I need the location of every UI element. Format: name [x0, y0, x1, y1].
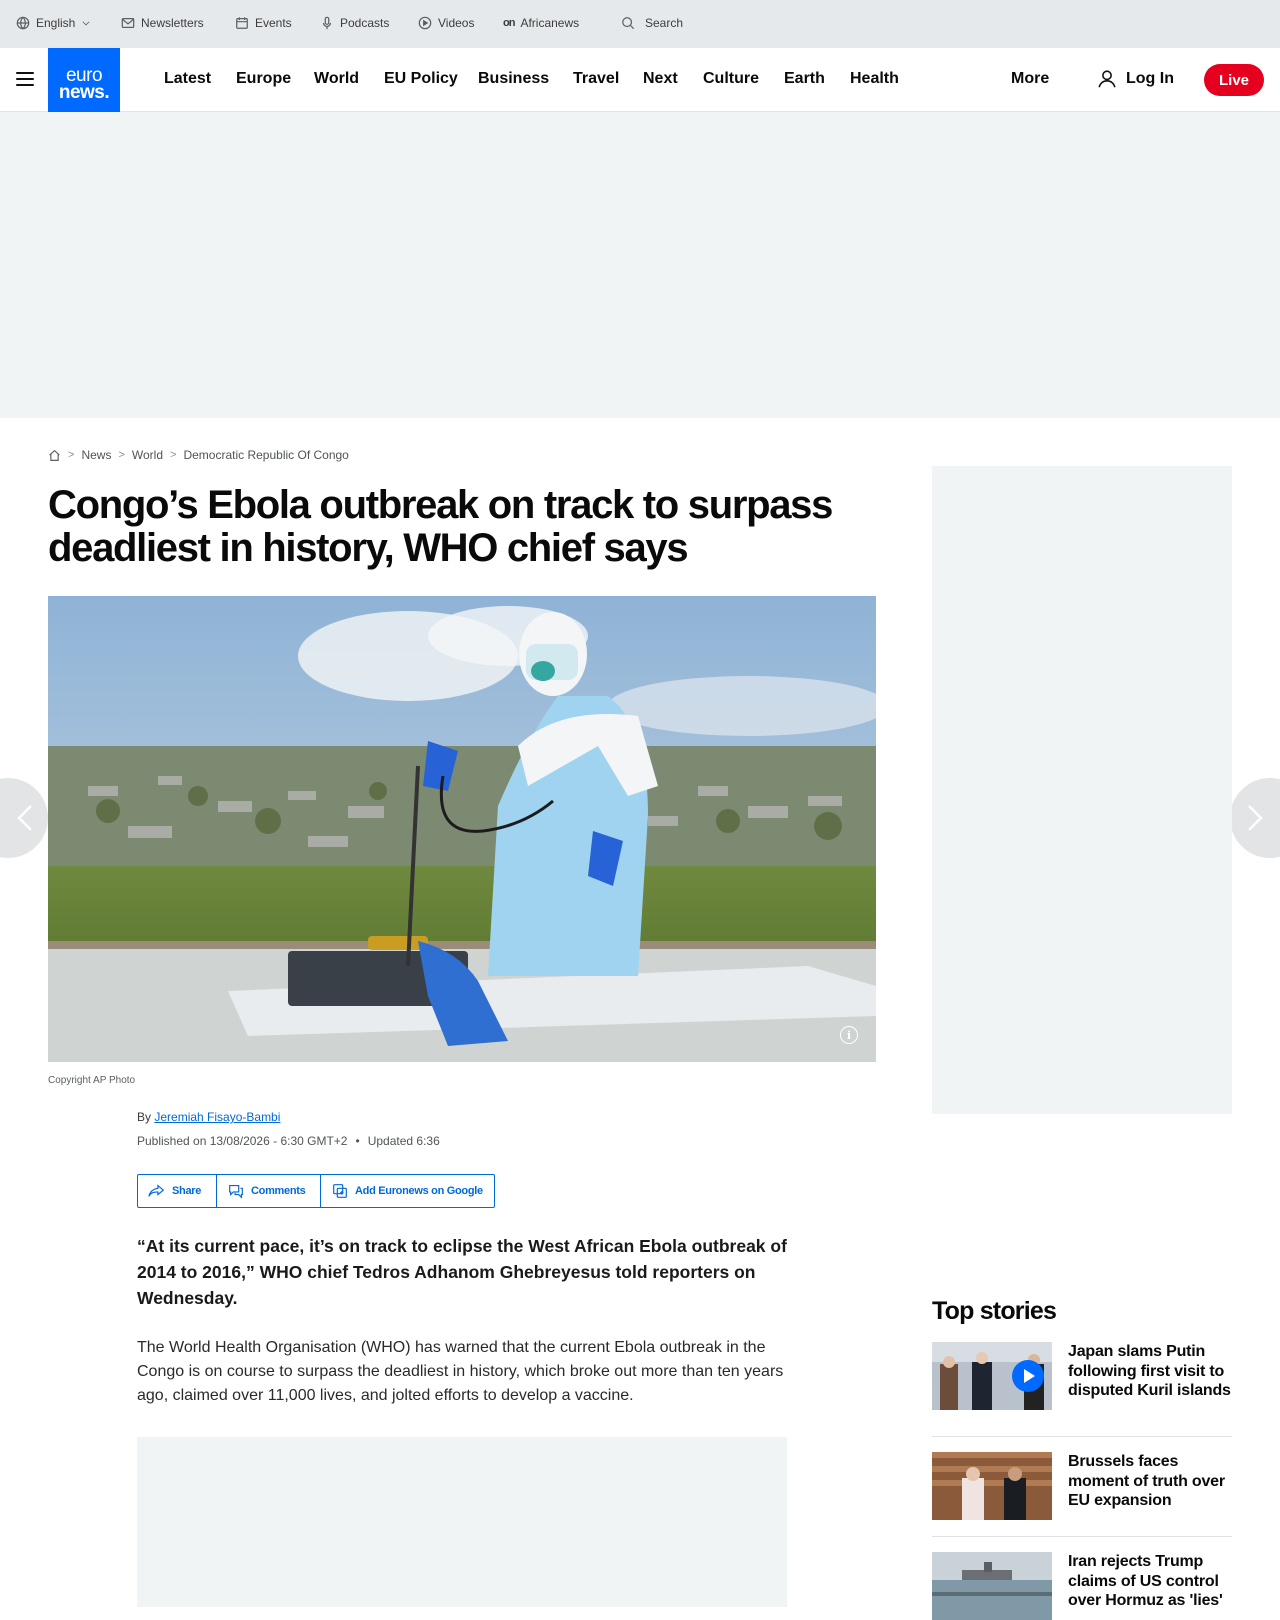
article-title: Congo’s Ebola outbreak on track to surpass deadliest in history, WHO chief says — [48, 483, 833, 570]
mail-icon — [121, 16, 135, 30]
africanews-icon: on — [503, 17, 515, 29]
nav-item-next[interactable]: Next — [643, 70, 678, 87]
publish-info — [137, 1134, 440, 1148]
hero-photo — [48, 596, 876, 1062]
search-box[interactable] — [621, 16, 683, 30]
breadcrumb-news[interactable]: News — [81, 448, 112, 462]
article-lead: “At its current pace, it’s on track to eclipse the West African Ebola outbreak of 2014 to 2016,” WHO chief Tedros Adhanom Ghebreyesus told reporters on Wednesday. — [137, 1236, 787, 1308]
comments-label: Comments — [251, 1185, 306, 1197]
play-icon[interactable] — [1012, 1360, 1044, 1392]
story-title[interactable]: Brussels faces moment of truth over EU expansion — [1068, 1453, 1225, 1509]
nav-item-business[interactable]: Business — [478, 70, 550, 87]
published-date: Published on 13/08/2026 - 6:30 GMT+2 — [137, 1134, 348, 1148]
author-link[interactable]: Jeremiah Fisayo-Bambi — [154, 1110, 281, 1124]
sidebar-advertisement — [932, 466, 1232, 1114]
add-source-icon — [331, 1182, 349, 1200]
newsletters-label: Newsletters — [141, 16, 204, 30]
africanews-link[interactable] — [503, 16, 579, 30]
image-copyright: Copyright AP Photo — [48, 1075, 136, 1086]
previous-article-button[interactable] — [0, 778, 48, 858]
divider — [932, 1436, 1232, 1437]
events-link[interactable] — [235, 16, 292, 30]
more-menu-button[interactable]: More — [1011, 70, 1050, 87]
add-google-label: Add Euronews on Google — [355, 1185, 483, 1197]
image-info-icon[interactable]: i — [840, 1026, 858, 1044]
hamburger-menu-icon[interactable] — [16, 72, 34, 86]
nav-item-travel[interactable]: Travel — [573, 70, 620, 87]
events-label: Events — [255, 16, 292, 30]
advertisement-banner — [0, 112, 1280, 418]
podcasts-label: Podcasts — [340, 16, 390, 30]
top-story-item[interactable] — [932, 1552, 1232, 1620]
breadcrumb-separator-icon: > — [68, 449, 75, 461]
podcasts-link[interactable] — [320, 16, 389, 30]
main-navigation — [0, 48, 1280, 112]
top-story-item[interactable] — [932, 1342, 1232, 1410]
comments-button[interactable] — [217, 1175, 321, 1207]
article-actions — [137, 1174, 495, 1208]
story-thumbnail — [932, 1342, 1052, 1410]
euronews-logo[interactable] — [48, 48, 120, 120]
login-label: Log In — [1126, 70, 1174, 87]
microphone-icon — [320, 16, 334, 30]
by-label: By — [137, 1110, 152, 1124]
nav-item-health[interactable]: Health — [850, 70, 899, 87]
newsletters-link[interactable] — [121, 16, 204, 30]
globe-icon — [16, 16, 30, 30]
article-hero-image — [48, 596, 876, 1062]
live-button[interactable]: Live — [1204, 64, 1264, 96]
videos-label: Videos — [438, 16, 475, 30]
breadcrumb-world[interactable]: World — [131, 448, 164, 462]
nav-item-europe[interactable]: Europe — [236, 70, 292, 87]
utility-bar — [0, 0, 1280, 48]
chevron-down-icon — [81, 18, 91, 28]
nav-item-earth[interactable]: Earth — [784, 70, 825, 87]
top-stories-heading: Top stories — [932, 1297, 1057, 1325]
next-article-button[interactable] — [1230, 778, 1280, 858]
language-selector[interactable] — [16, 16, 91, 30]
breadcrumb-drc[interactable]: Democratic Republic Of Congo — [183, 448, 349, 462]
byline — [137, 1110, 280, 1124]
user-icon — [1096, 68, 1118, 90]
story-thumbnail — [932, 1552, 1052, 1620]
breadcrumb-separator-icon: > — [170, 449, 177, 461]
videos-link[interactable] — [418, 16, 474, 30]
divider — [932, 1536, 1232, 1537]
search-placeholder[interactable]: Search — [645, 16, 684, 30]
top-story-item[interactable] — [932, 1452, 1232, 1520]
nav-item-culture[interactable]: Culture — [703, 70, 759, 87]
nav-item-latest[interactable]: Latest — [164, 70, 212, 87]
logo-line2: news. — [58, 82, 110, 103]
breadcrumb-separator-icon: > — [118, 449, 125, 461]
story-title[interactable]: Japan slams Putin following first visit to disputed Kuril islands — [1068, 1343, 1231, 1399]
dot-separator: • — [355, 1134, 360, 1148]
play-circle-icon — [418, 16, 432, 30]
story-thumbnail — [932, 1452, 1052, 1520]
home-icon[interactable] — [48, 449, 61, 462]
search-icon — [621, 16, 635, 30]
add-euronews-google-button[interactable] — [321, 1175, 493, 1207]
nav-item-world[interactable]: World — [314, 70, 360, 87]
updated-time: Updated 6:36 — [367, 1134, 440, 1148]
inline-advertisement — [137, 1437, 787, 1607]
africanews-label: Africanews — [520, 16, 580, 30]
share-icon — [148, 1182, 166, 1200]
share-button[interactable] — [138, 1175, 217, 1207]
login-button[interactable] — [1096, 68, 1174, 90]
comments-icon — [227, 1182, 245, 1200]
nav-item-eu-policy[interactable]: EU Policy — [384, 70, 458, 87]
share-label: Share — [172, 1185, 202, 1197]
calendar-icon — [235, 16, 249, 30]
logo-line1: euro — [65, 65, 103, 86]
language-label: English — [36, 16, 76, 30]
story-title[interactable]: Iran rejects Trump claims of US control over Hormuz as 'lies' — [1068, 1553, 1223, 1609]
article-paragraph: The World Health Organisation (WHO) has warned that the current Ebola outbreak in the Congo is on course to surpass the deadliest in history, which broke out more than ten years ago, claimed over 11,000 lives, and jolted efforts to develop a vaccine. — [137, 1339, 784, 1404]
breadcrumb — [48, 448, 349, 462]
